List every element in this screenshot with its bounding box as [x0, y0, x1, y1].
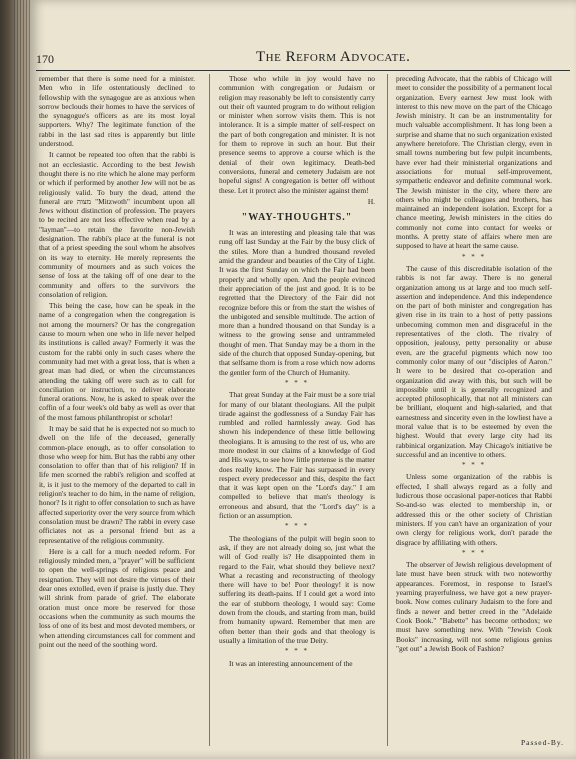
running-header — [36, 46, 570, 71]
paragraph: remember that there is some need for a minister. Men who in life ostentatiously declined to fellowship with the synagogue are as anxious when sorrow beclouds their homes to have the services of the synagogue's officers as are its most loyal supporters. Why? The legitimate function of the rabbi in the last sad rites is apparently but little understood. — [39, 74, 195, 149]
paragraph: It was an interesting and pleasing tale that was rung off last Sunday at the Fair by the busy click of the stiles. More than a hundred thousand reveled amid the grandeur and beauties of the City of Light. It was the first Sunday on which the Fair had been properly and wholly open. And the people evinced their appreciation of the just and good. It is to be regretted that the Directory of the Fair did not recognize before this or from the start the wishes of the unbigoted and sensible multitude. The action of more than a hundred thousand on that Sunday is a witness to the growing sense and untrammeled thought of men. That Sunday may be a thorn in the side of the church that opposed Sunday-opening, but that selfsame thorn is from a rose which now adorns the gentler form of the Church of Humanity. — [219, 228, 375, 377]
spine-edge — [14, 0, 30, 759]
running-title: The Reform Advocate. — [256, 49, 411, 65]
paragraph: Unless some organization of the rabbis is effected, I shall always regard as a folly and ludicrous those occasional paper-notices that Rabbi So-and-so was elected to membership in, or addressed this or the other society of Christian ministers. If you can't have an organization of your own clergy for religious work, don't parade the disgrace by affiliating with others. — [396, 472, 552, 547]
asterism-divider: * * * — [462, 252, 486, 261]
section-title: "WAY-THOUGHTS." — [241, 212, 353, 224]
paragraph: It cannot be repeated too often that the rabbi is not an ecclesiastic. According to the best Jewish thought there is no rite which he alone may perform or which if performed by another Jew will not be as religiously valid. To bury the dead, attend the funeral are מצוה "Mitzwoth" incumbent upon all Jews without distinction of profession. The prayers to be recited are not less effective when read by a "layman"—to retain the favorite non-Jewish designation. The rabbi's place at the funeral is not that of a priest speeding the soul whom he absolves on its way to eternity. He merely represents the community of mourners and as such voices the sense of loss at the taking off of one dear to the community and offers to the survivors the consolation of religion. — [39, 150, 195, 299]
catchword: Passed-By. — [520, 738, 564, 747]
asterism-divider: * * * — [285, 647, 309, 656]
asterism-divider: * * * — [462, 548, 486, 557]
paragraph: This being the case, how can he speak in the name of a congregation when the congregation is not among the mourners? Or has the congregation cause to mourn when one who in life never helped its institutions is called away? Formerly it was the custom for the rabbi only in such cases where the community had met with a great loss, that is when a great man had died, or when the circumstances attending the taking off were such as to call for conciliation or instruction, to deliver elaborate funeral orations. Now, he is asked to speak over the coffin of a four week's old baby as well as over that of the most famous philanthropist or scholar! — [39, 301, 195, 422]
paragraph: Here is a call for a much needed reform. For religiously minded men, a "prayer" will be sufficient to open the well-springs of religious peace and resignation. They will not desire the virtues of their dear ones extolled, even if praise is justly due. They will shrink from parade of grief. The elaborate oration must once more be reserved for those occasions when the community as such mourns the loss of one of its best and most devoted members, or when attending circumstances call for comment and point out the need of the soothing word. — [39, 546, 195, 649]
asterism-divider: * * * — [285, 378, 309, 387]
column-middle — [219, 74, 375, 746]
paragraph: Those who while in joy would have no communion with congregation or Judaism or religion may reasonably be left to consistently carry out their oft vaunted program to do without religion or minister when sorrow visits them. This is not intolerance. It is a simple matter of self-respect on the part of both congregation and minister. It is not for them to reprove in such an hour. But their presence seems to approve a course which is the denial of their own legitimacy. Death-bed conversions, funeral and cemetery Judaism are not hopeful signs! A congregation is better off without these. Let it protect also the minister against them! — [219, 74, 375, 195]
column-left — [39, 74, 195, 746]
page-number: 170 — [36, 52, 54, 66]
asterism-divider: * * * — [462, 461, 486, 470]
signature: H. — [367, 196, 375, 206]
asterism-divider: * * * — [285, 522, 309, 531]
paragraph: The observer of Jewish religious development of late must have been struck with two noteworthy appearances. Foremost, in response to Israel's yearning prayerfulness, we have got a new prayer-book. Now comes culinary Judaism to the fore and finds a newer and better creed in the "Adelaide Cook Book." "Babette" has become orthodox; we must have something new. With "Jewish Cook Books" increasing, will not some religious genius "get out" a Jewish Book of Fashion? — [396, 560, 552, 653]
paragraph: It may be said that he is expected not so much to dwell on the life of the deceased, generally common-place enough, as to offer consolation to those who weep for him. But has the rabbi any other consolation to offer than that of his religion? If in life men scorned the rabbi's religion and scoffed at it, is it just to the memory of the departed to call in religion's teacher to do him, in the name of religion, honor? Is it right to offer consolation to such as have affected superiority over the very source from which consolation must be drawn? The rabbi in every case officiates not as a personal friend but as a representative of the religious community. — [39, 423, 195, 545]
column-rule — [209, 74, 210, 746]
column-rule — [387, 74, 388, 746]
paragraph: The cause of this discreditable isolation of the rabbis is not far away. There is no general organization among us at large and too much self-assertion and independence. And this independence on the part of both minister and congregation has given rise in its train to a host of petty passions unbecoming common men and disgraceful in the representatives of the cloth. The rivalry of opposition, jealousy, petty personality or abuse even, are the graceful pigments which now too commonly color many of our "disciples of Aaron." It were to be desired that co-operation and organization did away with this, but such will be impossible until it is generally recognized and accepted philosophically, that not all ministers can be brilliant, eloquent and high-salaried, and that earnestness and sincerity even in the lowliest have a moral value that is to be esteemed by even the highest. Would that every large city had its rabbinical organization. May Chicago's initiative be successful and an incentive to others. — [396, 263, 552, 459]
paragraph: The theologians of the pulpit will begin soon to ask, if they are not already doing so, just what the will of God really is? He disappointed them in regard to the Fair, what should they believe next? What a recasting and reconstructing of theology there will have to be! Poor theology! it is now suffering its death-pains. If I could get a word into the ear of stubborn theology, I would say: Come down from the clouds, and starting from man, build from humanity upward. Remember that men are often better than their gods and that theology is usually a limitation of the true Deity. — [219, 533, 375, 645]
paragraph: That great Sunday at the Fair must be a sore trial for many of our blatant theologians. All the pulpit tirade against the godlessness of a Sunday Fair has rumbled and rolled harmlessly away. God has shown his independence of these little bellowing theologians. It is amusing to the rest of us, who are more modest in our claims of a knowledge of God and His ways, to see how little pretense is the matter does really know. The Fair has surpassed in every respect every predecessor and this, despite the fact that it was kept open on the "Lord's day." I am compelled to believe that man's theology is erroneous and absurd, that the "Lord's day" is a fiction or an assumption. — [219, 390, 375, 521]
paragraph: preceding Advocate, that the rabbis of Chicago will meet to consider the possibility of a permanent local organization. Every earnest Jew must look with interest to this new move on the part of the Chicago Jewish ministry. It can be an instrumentality for much valuable accomplishment. It has long been a surprise and shame that no such organization existed anywhere heretofore. The Christian clergy, even in small towns numbering but few pulpit incumbents, have ever had their ministerial organizations and associations for mutual self-improvement, sympathetic endeavor and definite communal work. The Jewish minister in the city, where there are others who might be colleagues and brothers, has maintained an independent isolation. Except for a chance meeting, Jewish ministers in the cities do commonly not come into contact for weeks or months. A pretty state of affairs where men are supposed to have at heart the same cause. — [396, 74, 552, 251]
column-right — [396, 74, 552, 746]
paragraph: It was an interesting announcement of the — [229, 658, 353, 668]
